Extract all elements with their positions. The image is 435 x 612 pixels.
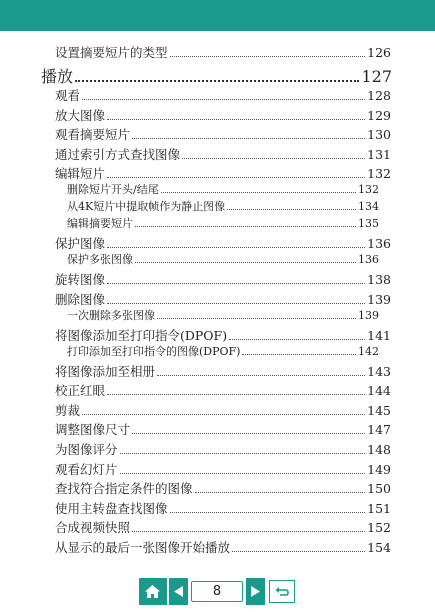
toc-entry[interactable] <box>55 43 391 61</box>
dot-leader <box>82 99 365 100</box>
toc-entry[interactable] <box>55 381 391 399</box>
toc-entry-title: 播放 <box>41 67 74 86</box>
toc-entry-title: 调整图像尺寸 <box>55 422 131 438</box>
toc-entry-title: 观看摘要短片 <box>55 127 131 143</box>
toc-entry-page: 130 <box>367 127 391 143</box>
toc-entry[interactable] <box>55 145 391 163</box>
header-bar <box>0 0 435 31</box>
dot-leader <box>132 138 365 139</box>
dot-leader <box>107 119 365 120</box>
toc-entry-page: 136 <box>358 253 379 266</box>
toc-entry-title: 设置摘要短片的类型 <box>55 45 168 60</box>
toc-entry-title: 一次删除多张图像 <box>67 308 155 322</box>
toc-entry-page: 127 <box>361 67 392 86</box>
toc-entry-page: 131 <box>367 146 391 162</box>
toc-entry-title: 通过索引方式查找图像 <box>55 146 181 162</box>
toc-entry[interactable] <box>55 290 391 308</box>
toc-entry[interactable] <box>55 362 391 380</box>
toc-entry-title: 删除短片开头/结尾 <box>67 183 159 197</box>
back-button[interactable] <box>269 580 295 603</box>
toc-entry-title: 保护图像 <box>55 236 106 251</box>
toc-entry-title: 放大图像 <box>55 107 106 123</box>
toc-entry-page: 144 <box>367 383 391 399</box>
toc-subentry[interactable] <box>67 251 379 267</box>
toc-entry-page: 149 <box>367 461 391 477</box>
toc-entry-page: 135 <box>358 217 379 230</box>
toc-entry[interactable] <box>55 499 391 517</box>
toc-entry-title: 为图像评分 <box>55 442 118 457</box>
dot-leader <box>135 262 356 263</box>
toc-subentry[interactable] <box>67 181 379 197</box>
toc-subentry[interactable] <box>67 307 379 323</box>
toc-entry-page: 138 <box>367 272 391 287</box>
toc-section-heading[interactable] <box>41 64 392 87</box>
toc-entry-page: 154 <box>367 540 391 555</box>
toc-entry-title: 旋转图像 <box>55 272 106 287</box>
next-page-button[interactable] <box>246 578 266 605</box>
toc-entry-page: 142 <box>358 344 379 358</box>
toc-entry[interactable] <box>55 420 391 438</box>
dot-leader <box>161 192 356 193</box>
dot-leader <box>132 433 365 434</box>
dot-leader <box>227 209 356 210</box>
dot-leader <box>132 531 365 532</box>
dot-leader <box>242 354 356 355</box>
dot-leader <box>170 512 366 513</box>
toc-entry-page: 152 <box>367 520 391 536</box>
page-number: 8 <box>191 581 242 602</box>
toc-entry-page: 150 <box>367 481 391 497</box>
dot-leader <box>107 283 365 284</box>
toc-entry-title: 将图像添加至打印指令(DPOF) <box>55 327 228 343</box>
toc-entry-title: 删除图像 <box>55 291 106 307</box>
toc-entry-title: 观看 <box>55 88 81 103</box>
prev-page-icon <box>174 586 183 597</box>
toc-entry-page: 132 <box>367 166 391 182</box>
toc-entry[interactable] <box>55 479 391 497</box>
toc-entry[interactable] <box>55 440 391 458</box>
dot-leader <box>170 56 366 57</box>
toc-entry[interactable] <box>55 401 391 419</box>
toc-entry-page: 139 <box>367 291 391 307</box>
toc-entry-title: 查找符合指定条件的图像 <box>55 481 193 497</box>
toc-entry-page: 129 <box>367 107 391 123</box>
toc-entry[interactable] <box>55 86 391 104</box>
dot-leader <box>107 394 365 395</box>
toc-subentry[interactable] <box>67 215 379 231</box>
toc-entry[interactable] <box>55 234 391 252</box>
dot-leader <box>120 453 366 454</box>
toc-entry-page: 143 <box>367 363 391 379</box>
toc-subentry[interactable] <box>67 343 379 359</box>
home-button[interactable] <box>139 578 167 605</box>
toc-entry-title: 合成视频快照 <box>55 520 131 536</box>
dot-leader <box>157 375 365 376</box>
toc-entry-title: 使用主转盘查找图像 <box>55 500 168 516</box>
toc-entry-title: 编辑摘要短片 <box>67 217 133 230</box>
dot-leader <box>120 473 366 474</box>
next-page-icon <box>251 586 260 597</box>
toc-entry-page: 126 <box>367 45 391 60</box>
toc-entry-title: 保护多张图像 <box>67 253 133 266</box>
toc-entry-page: 136 <box>367 236 391 251</box>
toc-entry[interactable] <box>55 460 391 478</box>
dot-leader <box>107 247 365 248</box>
toc-entry[interactable] <box>55 326 391 344</box>
return-icon <box>275 586 289 598</box>
toc-entry-title: 校正红眼 <box>55 383 106 399</box>
previous-page-button[interactable] <box>169 578 189 605</box>
toc-entry[interactable] <box>55 270 391 288</box>
page-navigation <box>139 578 295 605</box>
toc-entry-page: 132 <box>358 183 379 197</box>
toc-subentry[interactable] <box>67 198 379 214</box>
toc-entry[interactable] <box>55 106 391 124</box>
dot-leader <box>107 177 365 178</box>
dot-leader <box>182 158 365 159</box>
toc-entry-page: 128 <box>367 88 391 103</box>
toc-entry-page: 151 <box>367 500 391 516</box>
dot-leader <box>229 339 365 340</box>
toc-entry-page: 147 <box>367 422 391 438</box>
toc-entry-title: 从4K短片中提取帧作为静止图像 <box>67 200 226 214</box>
dot-leader <box>82 414 365 415</box>
toc-entry-title: 从显示的最后一张图像开始播放 <box>55 540 231 555</box>
toc-entry[interactable] <box>55 164 391 182</box>
toc-entry-page: 145 <box>367 402 391 418</box>
toc-entry-page: 139 <box>358 308 379 322</box>
toc-entry-page: 141 <box>367 327 391 343</box>
toc-entry-title: 编辑短片 <box>55 166 106 182</box>
dot-leader <box>232 551 365 552</box>
toc-entry-title: 将图像添加至相册 <box>55 363 156 379</box>
toc-entry[interactable] <box>55 518 391 536</box>
dot-leader <box>157 318 356 319</box>
toc-entry[interactable] <box>55 125 391 143</box>
toc-entry-title: 剪裁 <box>55 402 81 418</box>
dot-leader <box>195 492 366 493</box>
toc-entry[interactable] <box>55 538 391 556</box>
toc-entry-page: 148 <box>367 442 391 457</box>
dot-leader <box>107 303 365 304</box>
dot-leader <box>135 226 356 227</box>
toc-entry-title: 观看幻灯片 <box>55 461 118 477</box>
dot-leader <box>75 80 359 82</box>
toc-entry-page: 134 <box>358 200 379 214</box>
home-icon <box>145 585 160 598</box>
toc-entry-title: 打印添加至打印指令的图像(DPOF) <box>67 344 241 358</box>
